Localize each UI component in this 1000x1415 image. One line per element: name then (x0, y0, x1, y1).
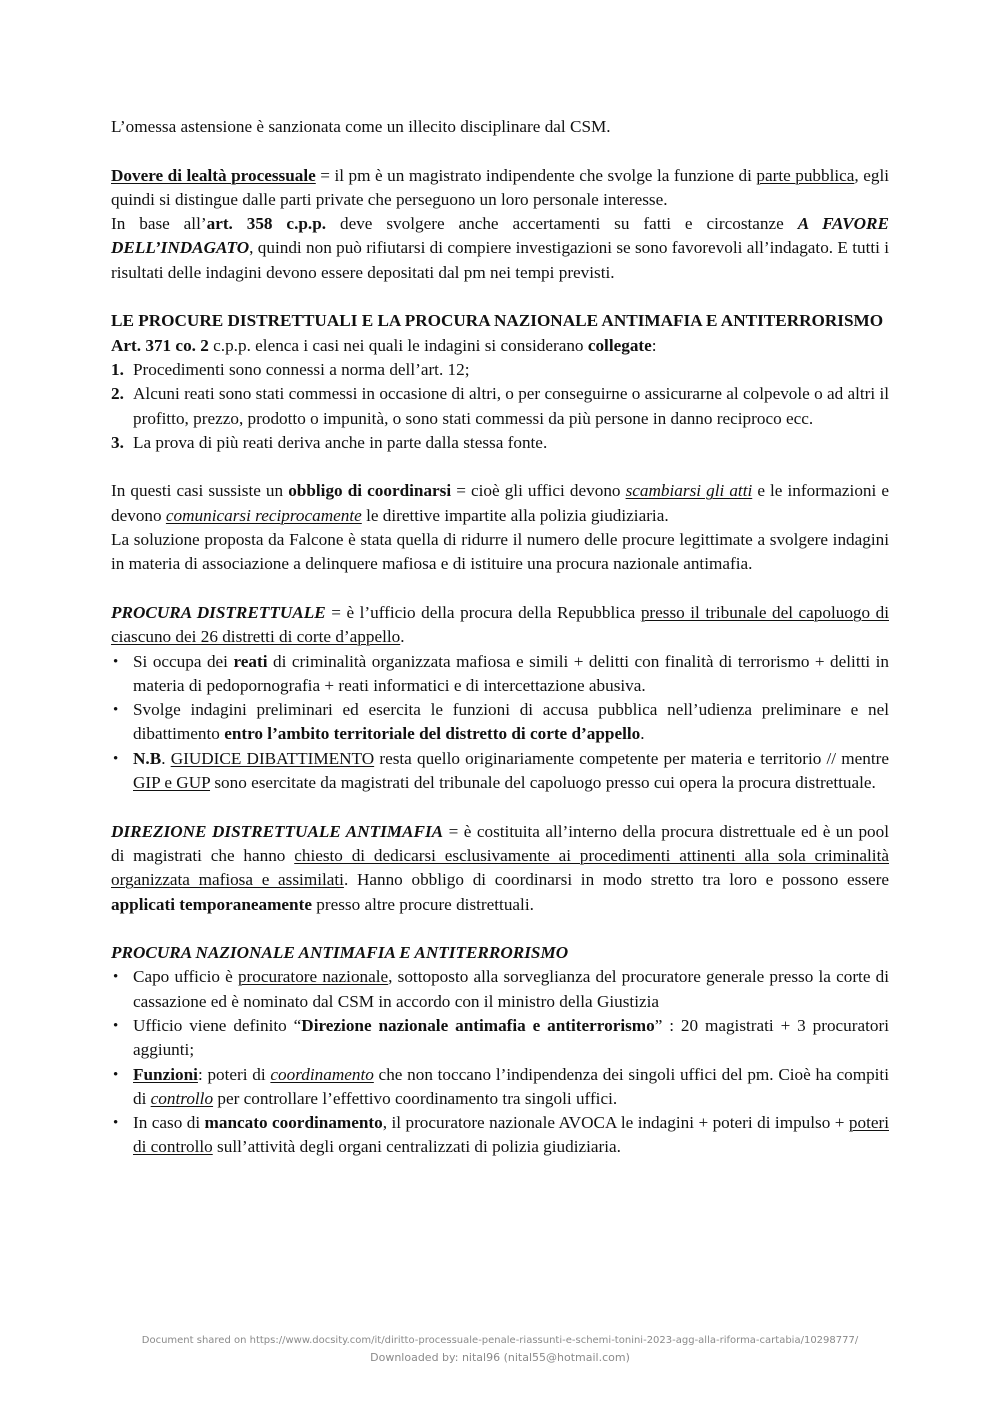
list-item: • Ufficio viene definito “Direzione nazionale antimafia e antiterrorismo” : 20 magistrati + 3 procuratori aggiunti; (113, 1015, 889, 1060)
list-item: 2. Alcuni reati sono stati commessi in occasione di altri, o per conseguirne o assicurarne al colpevole o ad altri il profitto, prezzo, prodotto o impunità, o sono stati commessi da più persone in danno reciproco ecc. (111, 384, 890, 428)
bullet-list-procura-nazionale (111, 965, 889, 1159)
paragraph-falcone: La soluzione proposta da Falcone è stata quella di ridurre il numero delle procure legittimate a svolgere indagini in materia di associazione a delinquere mafiosa e di istituire una procura nazionale antimafia. (111, 530, 889, 574)
bullet-icon: • (113, 1066, 119, 1083)
bullet-icon: • (113, 1017, 119, 1034)
list-number: 1. (111, 359, 124, 379)
section-heading-procura-nazionale: PROCURA NAZIONALE ANTIMAFIA E ANTITERRORISMO (111, 943, 569, 963)
footer-downloaded-by: Downloaded by: nital96 (nital55@hotmail.com) (370, 1351, 630, 1364)
list-item: • Capo ufficio è procuratore nazionale, sottoposto alla sorveglianza del procuratore generale presso la corte di cassazione ed è nominato dal CSM in accordo con il ministro della Giustizia (113, 967, 889, 1011)
term-procura-distrettuale: PROCURA DISTRETTUALE (111, 602, 326, 622)
list-item: • Si occupa dei reati di criminalità organizzata mafiosa e simili + delitti con finalità di terrorismo + delitti in materia di pedopornografia + reati informatici e di intercettazione abusiva. (113, 651, 890, 695)
list-item: 3. La prova di più reati deriva anche in parte dalla stessa fonte. (111, 431, 889, 455)
bullet-icon: • (113, 969, 119, 986)
ref-art-371: Art. 371 co. 2 (111, 335, 209, 355)
list-item: • In caso di mancato coordinamento, il procuratore nazionale AVOCA le indagini + poteri di impulso + poteri di controllo sull’attività degli organi centralizzati di polizia giudiziaria. (113, 1113, 889, 1157)
list-number: 3. (111, 432, 124, 452)
bullet-list-procura-distrettuale (111, 650, 889, 796)
paragraph-procura-distrettuale: PROCURA DISTRETTUALE = è l’ufficio della procura della Repubblica presso il tribunale del capoluogo di ciascuno dei 26 distretti di corte d’appello. (111, 602, 889, 647)
bullet-icon: • (113, 1115, 119, 1132)
paragraph-art-358: In base all’art. 358 c.p.p. deve svolgere anche accertamenti su fatti e circostanze A FAVORE DELL’INDAGATO, quindi non può rifiutarsi di compiere investigazioni se sono favorevoli all’indagato. E tutti i risultati delle indagini devono essere depositati dal pm nei tempi previsti. (111, 214, 889, 282)
ref-art-358: art. 358 c.p.p. (206, 214, 327, 234)
list-item: • N.B. GIUDICE DIBATTIMENTO resta quello originariamente competente per materia e territorio // mentre GIP e GUP sono esercitate da magistrati del tribunale del capoluogo presso cui opera la procura distrettuale. (113, 748, 889, 793)
bullet-icon: • (113, 653, 119, 670)
list-number: 2. (111, 384, 124, 404)
paragraph-dovere-lealta: Dovere di lealtà processuale = il pm è un magistrato indipendente che svolge la funzione di parte pubblica, egli quindi si distingue dalle parti private che perseguono un loro personale interesse. (111, 165, 889, 209)
term-parte-pubblica: parte pubblica (756, 165, 855, 185)
list-item: 1. Procedimenti sono connessi a norma dell’art. 12; (111, 358, 889, 382)
term-a-favore-indagato: A FAVORE DELL’INDAGATO (111, 214, 889, 258)
section-heading-procure: LE PROCURE DISTRETTUALI E LA PROCURA NAZIONALE ANTIMAFIA E ANTITERRORISMO (111, 311, 884, 331)
term-dovere-lealta: Dovere di lealtà processuale (111, 165, 316, 185)
paragraph-art-371: Art. 371 co. 2 c.p.p. elenca i casi nei quali le indagini si considerano collegate: (111, 335, 657, 355)
spacer (111, 455, 889, 479)
list-item: • Svolge indagini preliminari ed esercita le funzioni di accusa pubblica nell’udienza preliminare e nel dibattimento entro l’ambito territoriale del distretto di corte d’appello. (113, 700, 889, 744)
spacer (111, 577, 889, 601)
document-page (111, 115, 889, 1160)
paragraph-omessa-astensione: L’omessa astensione è sanzionata come un illecito disciplinare dal CSM. (111, 117, 611, 136)
bullet-icon: • (113, 702, 119, 719)
paragraph-obbligo-coordinarsi: In questi casi sussiste un obbligo di coordinarsi = cioè gli uffici devono scambiarsi gli atti e le informazioni e devono comunicarsi reciprocamente le direttive impartite alla polizia giudiziaria. (111, 481, 889, 525)
numbered-list-collegate (111, 358, 889, 455)
list-item: • Funzioni: poteri di coordinamento che non toccano l’indipendenza dei singoli uffici del pm. Cioè ha compiti di controllo per controllare l’effettivo coordinamento tra singoli uffici. (113, 1064, 889, 1108)
paragraph-direzione-distrettuale: DIREZIONE DISTRETTUALE ANTIMAFIA = è costituita all’interno della procura distrettuale ed è un pool di magistrati che hanno chiesto di dedicarsi esclusivamente ai procedimenti attinenti alla sola criminalità organizzata mafiosa e assimilati. Hanno obbligo di coordinarsi in modo stretto tra loro e possono essere applicati temporaneamente presso altre procure distrettuali. (111, 821, 890, 914)
bullet-icon: • (113, 750, 119, 767)
term-direzione-distrettuale: DIREZIONE DISTRETTUALE ANTIMAFIA (111, 821, 444, 841)
spacer (111, 285, 889, 309)
spacer (111, 795, 889, 819)
spacer (111, 917, 889, 941)
footer-shared-link[interactable]: Document shared on https://www.docsity.com/it/diritto-processuale-penale-riassunti-e-schemi-tonini-2023-agg-alla-riforma-cartabia/10298777/ (141, 1335, 859, 1346)
spacer (111, 139, 889, 163)
